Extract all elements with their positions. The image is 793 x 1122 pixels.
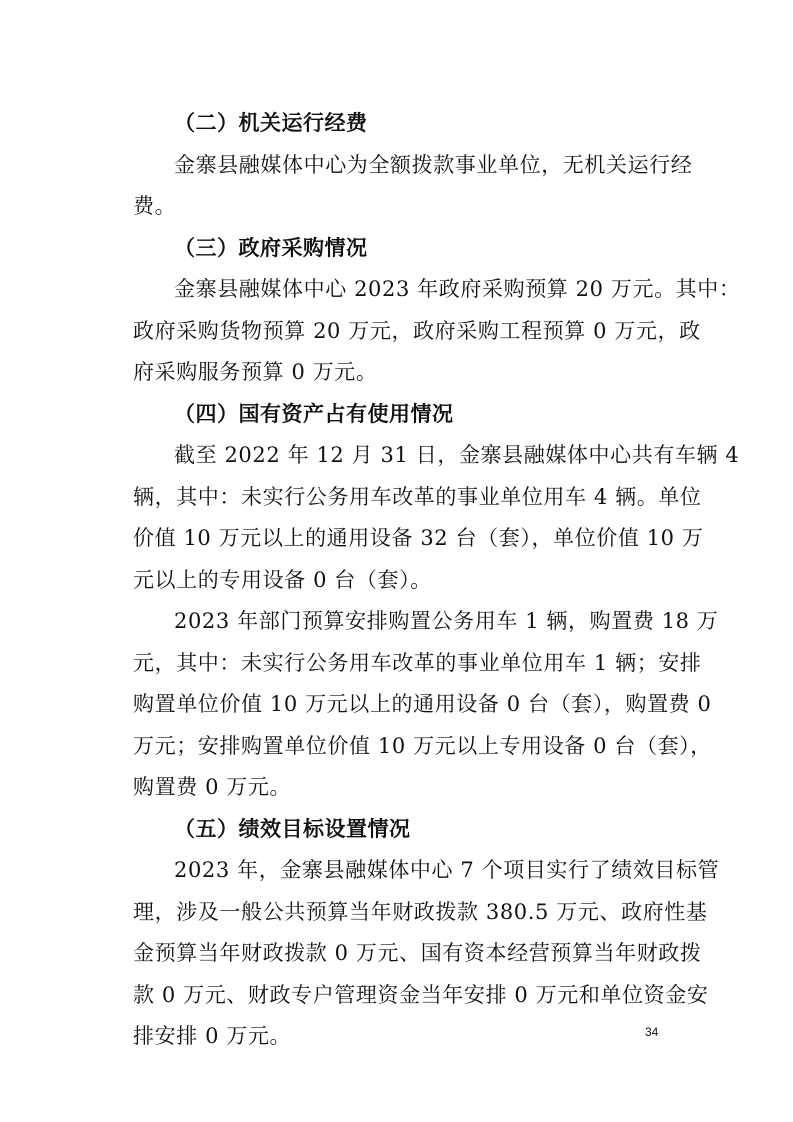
paragraph-line: 金寨县融媒体中心 2023 年政府采购预算 20 万元。其中：	[174, 277, 741, 301]
paragraph-line: 排安排 0 万元。	[133, 1024, 292, 1048]
heading-institution-operating-expenses: （二）机关运行经费	[174, 111, 368, 135]
paragraph-line: 元，其中：未实行公务用车改革的事业单位用车 1 辆；安排	[133, 651, 702, 675]
paragraph-line: 理，涉及一般公共预算当年财政拨款 380.5 万元、政府性基	[133, 900, 708, 924]
paragraph-line: 府采购服务预算 0 万元。	[133, 360, 378, 384]
paragraph-line: 2023 年，金寨县融媒体中心 7 个项目实行了绩效目标管	[174, 858, 720, 882]
paragraph-line: 款 0 万元、财政专户管理资金当年安排 0 万元和单位资金安	[133, 983, 709, 1007]
page-number: 34	[645, 1025, 659, 1039]
paragraph-line: 辆，其中：未实行公务用车改革的事业单位用车 4 辆。单位	[133, 485, 702, 509]
paragraph-line: 2023 年部门预算安排购置公务用车 1 辆，购置费 18 万	[174, 609, 719, 633]
heading-government-procurement: （三）政府采购情况	[174, 236, 368, 260]
paragraph-line: 购置单位价值 10 万元以上的通用设备 0 台（套），购置费 0	[133, 692, 712, 716]
paragraph-line: 购置费 0 万元。	[133, 775, 292, 799]
paragraph-line: 万元；安排购置单位价值 10 万元以上专用设备 0 台（套），	[133, 734, 712, 758]
paragraph-line: 政府采购货物预算 20 万元，政府采购工程预算 0 万元，政	[133, 319, 701, 343]
paragraph-line: 价值 10 万元以上的通用设备 32 台（套），单位价值 10 万	[133, 526, 704, 550]
heading-state-owned-assets: （四）国有资产占有使用情况	[174, 402, 454, 426]
paragraph-line: 金寨县融媒体中心为全额拨款事业单位，无机关运行经	[174, 153, 693, 177]
paragraph-line: 金预算当年财政拨款 0 万元、国有资本经营预算当年财政拨	[133, 941, 702, 965]
paragraph-line: 元以上的专用设备 0 台（套）。	[133, 568, 432, 592]
paragraph-line: 截至 2022 年 12 月 31 日，金寨县融媒体中心共有车辆 4	[174, 443, 740, 467]
heading-performance-targets: （五）绩效目标设置情况	[174, 817, 411, 841]
paragraph-line: 费。	[133, 194, 177, 218]
